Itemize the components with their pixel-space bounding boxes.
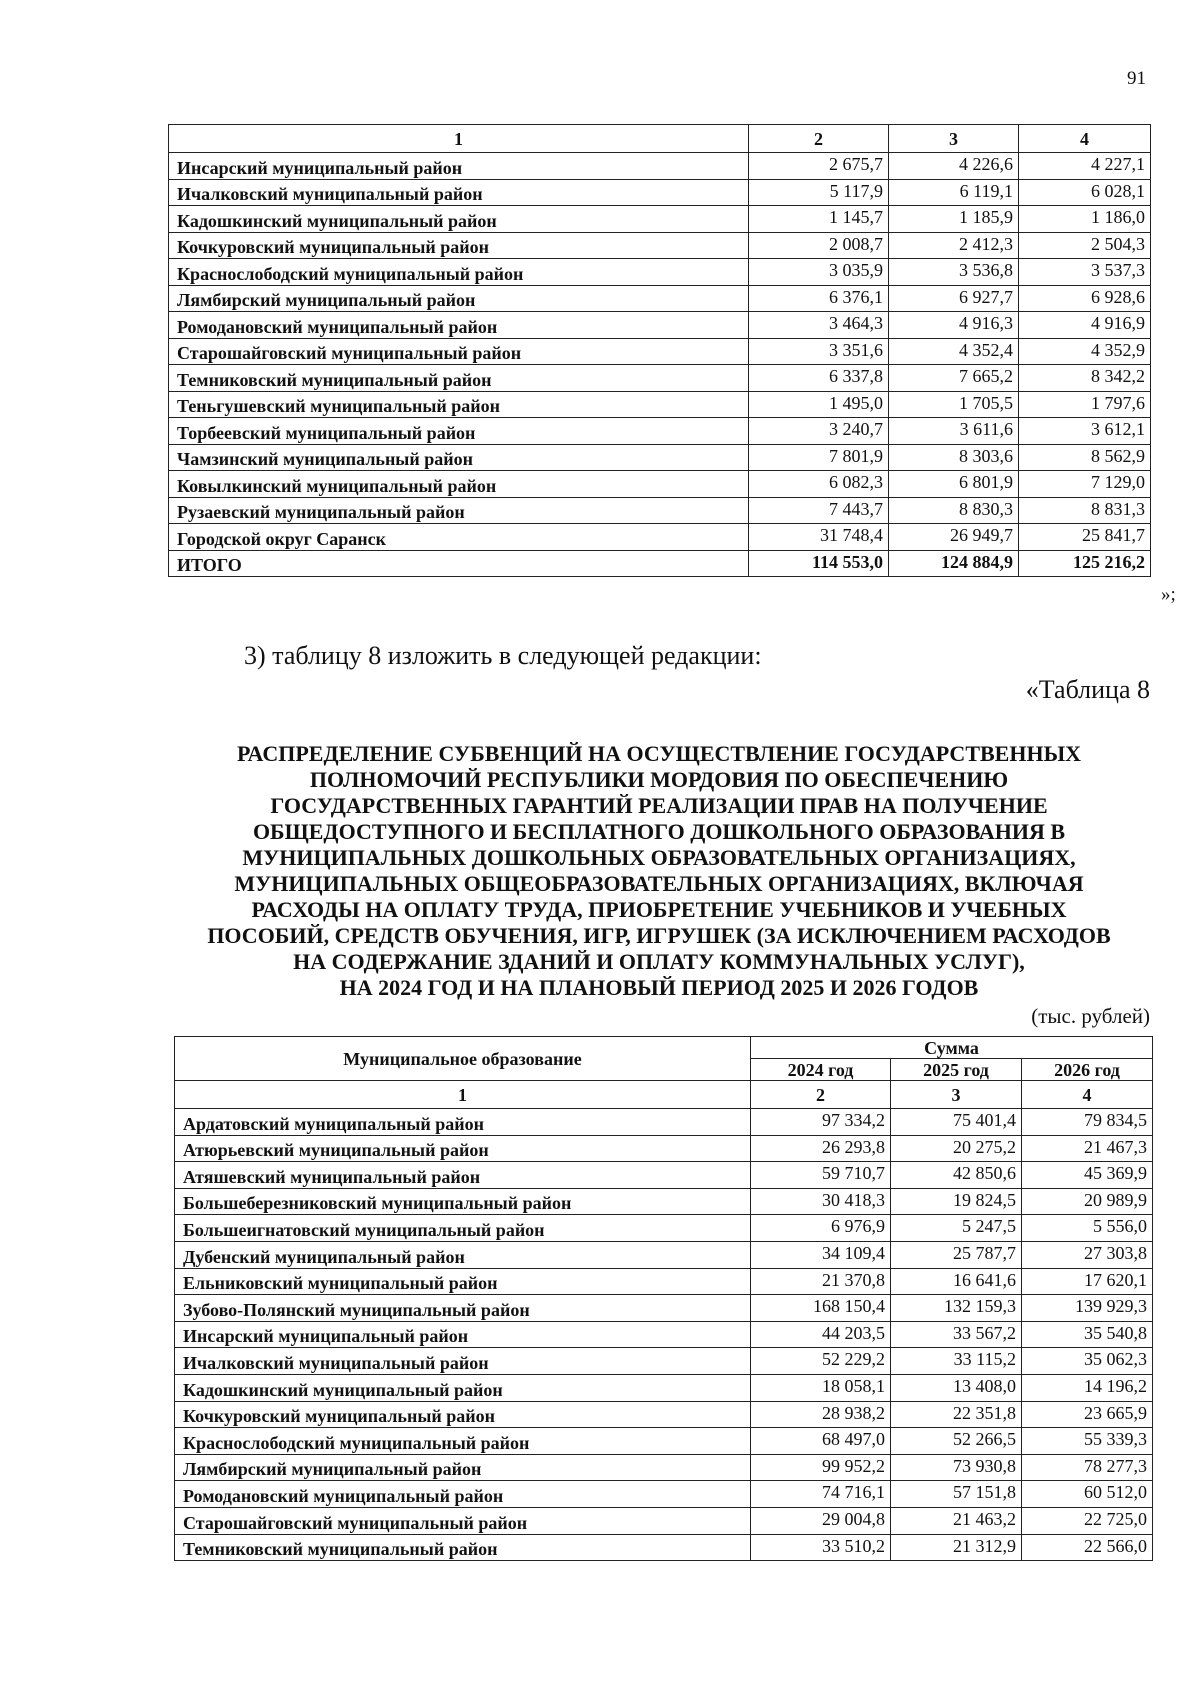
municipality-name-cell: Краснослободский муниципальный район [169, 259, 749, 286]
table-row [175, 1241, 1153, 1268]
table-row [175, 1374, 1153, 1401]
value-2025-cell: 16 641,6 [891, 1268, 1022, 1295]
municipality-name-cell: Кадошкинский муниципальный район [175, 1374, 751, 1401]
unit-label: (тыс. рублей) [1031, 1004, 1150, 1028]
value-2025-cell: 57 151,8 [891, 1481, 1022, 1508]
value-2025-cell: 5 247,5 [891, 1215, 1022, 1242]
value-2024-cell: 34 109,4 [751, 1241, 891, 1268]
value-2025-cell: 75 401,4 [891, 1109, 1022, 1136]
municipality-name-cell: Атяшевский муниципальный район [175, 1162, 751, 1189]
table-row [175, 1507, 1153, 1534]
municipality-name-cell: Лямбирский муниципальный район [175, 1454, 751, 1481]
value-2024-cell: 97 334,2 [751, 1109, 891, 1136]
value-2026-cell: 2 504,3 [1019, 232, 1151, 259]
column-number-1: 1 [169, 125, 749, 153]
value-2024-cell: 31 748,4 [749, 524, 889, 551]
column-number-2: 2 [749, 125, 889, 153]
value-2024-cell: 26 293,8 [751, 1135, 891, 1162]
value-2026-cell: 22 725,0 [1022, 1507, 1153, 1534]
value-2026-cell: 4 916,9 [1019, 312, 1151, 339]
title-line: ПОЛНОМОЧИЙ РЕСПУБЛИКИ МОРДОВИЯ ПО ОБЕСПЕЧЕНИЮ [309, 767, 1009, 792]
municipality-name-cell: Дубенский муниципальный район [175, 1241, 751, 1268]
value-2026-cell: 79 834,5 [1022, 1109, 1153, 1136]
table-row [169, 179, 1151, 206]
value-2026-cell: 4 352,9 [1019, 338, 1151, 365]
value-2026-cell: 27 303,8 [1022, 1241, 1153, 1268]
value-2025-cell: 33 567,2 [891, 1321, 1022, 1348]
instruction-text: 3) таблицу 8 изложить в следующей редакции: [244, 641, 762, 670]
table-row [169, 365, 1151, 392]
total-row [169, 550, 1151, 577]
value-2025-cell: 3 611,6 [889, 418, 1019, 445]
value-2026-cell: 22 566,0 [1022, 1534, 1153, 1561]
value-2025-cell: 52 266,5 [891, 1428, 1022, 1455]
municipality-name-cell: Ичалковский муниципальный район [175, 1348, 751, 1375]
value-2024-cell: 99 952,2 [751, 1454, 891, 1481]
title-line: ГОСУДАРСТВЕННЫХ ГАРАНТИЙ РЕАЛИЗАЦИИ ПРАВ НА ПОЛУЧЕНИЕ [270, 793, 1048, 818]
value-2024-cell: 168 150,4 [751, 1295, 891, 1322]
table-row [169, 471, 1151, 498]
table-row [169, 391, 1151, 418]
municipality-name-cell: Ромодановский муниципальный район [169, 312, 749, 339]
table-row [175, 1428, 1153, 1455]
column-number-1: 1 [175, 1081, 751, 1109]
municipality-name-cell: Чамзинский муниципальный район [169, 444, 749, 471]
value-2025-cell: 13 408,0 [891, 1374, 1022, 1401]
municipality-name-cell: Кадошкинский муниципальный район [169, 206, 749, 233]
value-2026-cell: 25 841,7 [1019, 524, 1151, 551]
table-row [175, 1215, 1153, 1242]
value-2025-cell: 4 226,6 [889, 153, 1019, 180]
municipality-name-cell: Старошайговский муниципальный район [175, 1507, 751, 1534]
value-2026-cell: 3 612,1 [1019, 418, 1151, 445]
municipality-name-cell: ИТОГО [169, 550, 749, 577]
value-2024-cell: 114 553,0 [749, 550, 889, 577]
value-2024-cell: 74 716,1 [751, 1481, 891, 1508]
table-row [169, 312, 1151, 339]
value-2024-cell: 30 418,3 [751, 1188, 891, 1215]
value-2024-cell: 7 801,9 [749, 444, 889, 471]
year-header-2026: 2026 год [1022, 1059, 1153, 1081]
value-2025-cell: 42 850,6 [891, 1162, 1022, 1189]
municipality-name-cell: Большеигнатовский муниципальный район [175, 1215, 751, 1242]
value-2025-cell: 20 275,2 [891, 1135, 1022, 1162]
value-2025-cell: 6 119,1 [889, 179, 1019, 206]
municipality-name-cell: Атюрьевский муниципальный район [175, 1135, 751, 1162]
value-2024-cell: 1 145,7 [749, 206, 889, 233]
table-row [169, 524, 1151, 551]
table-row [169, 497, 1151, 524]
value-2026-cell: 78 277,3 [1022, 1454, 1153, 1481]
municipality-name-cell: Темниковский муниципальный район [169, 365, 749, 392]
value-2024-cell: 18 058,1 [751, 1374, 891, 1401]
table-row [169, 285, 1151, 312]
table-top [168, 124, 1151, 577]
value-2024-cell: 21 370,8 [751, 1268, 891, 1295]
value-2026-cell: 14 196,2 [1022, 1374, 1153, 1401]
value-2024-cell: 6 082,3 [749, 471, 889, 498]
value-2024-cell: 6 376,1 [749, 285, 889, 312]
value-2026-cell: 35 062,3 [1022, 1348, 1153, 1375]
document-title [168, 741, 1150, 1001]
value-2025-cell: 132 159,3 [891, 1295, 1022, 1322]
value-2026-cell: 5 556,0 [1022, 1215, 1153, 1242]
table-row [175, 1268, 1153, 1295]
table-row [175, 1321, 1153, 1348]
municipality-name-cell: Теньгушевский муниципальный район [169, 391, 749, 418]
value-2025-cell: 22 351,8 [891, 1401, 1022, 1428]
column-sum-header: Сумма [751, 1037, 1153, 1059]
value-2024-cell: 28 938,2 [751, 1401, 891, 1428]
value-2026-cell: 17 620,1 [1022, 1268, 1153, 1295]
value-2026-cell: 23 665,9 [1022, 1401, 1153, 1428]
municipality-name-cell: Ичалковский муниципальный район [169, 179, 749, 206]
value-2024-cell: 1 495,0 [749, 391, 889, 418]
value-2026-cell: 7 129,0 [1019, 471, 1151, 498]
municipality-name-cell: Ромодановский муниципальный район [175, 1481, 751, 1508]
title-line: ПОСОБИЙ, СРЕДСТВ ОБУЧЕНИЯ, ИГР, ИГРУШЕК (ЗА ИСКЛЮЧЕНИЕМ РАСХОДОВ [207, 923, 1111, 948]
value-2025-cell: 6 801,9 [889, 471, 1019, 498]
value-2024-cell: 3 035,9 [749, 259, 889, 286]
title-line: ОБЩЕДОСТУПНОГО И БЕСПЛАТНОГО ДОШКОЛЬНОГО ОБРАЗОВАНИЯ В [252, 819, 1066, 844]
municipality-name-cell: Торбеевский муниципальный район [169, 418, 749, 445]
table-row [169, 259, 1151, 286]
value-2026-cell: 21 467,3 [1022, 1135, 1153, 1162]
table-row [175, 1481, 1153, 1508]
table-main-numbering-row [175, 1081, 1153, 1109]
municipality-name-cell: Старошайговский муниципальный район [169, 338, 749, 365]
value-2025-cell: 2 412,3 [889, 232, 1019, 259]
value-2024-cell: 2 675,7 [749, 153, 889, 180]
municipality-name-cell: Лямбирский муниципальный район [169, 285, 749, 312]
column-municipality-header: Муниципальное образование [175, 1037, 751, 1081]
value-2026-cell: 20 989,9 [1022, 1188, 1153, 1215]
value-2025-cell: 1 185,9 [889, 206, 1019, 233]
value-2026-cell: 125 216,2 [1019, 550, 1151, 577]
municipality-name-cell: Темниковский муниципальный район [175, 1534, 751, 1561]
table-row [175, 1188, 1153, 1215]
value-2026-cell: 45 369,9 [1022, 1162, 1153, 1189]
value-2024-cell: 6 976,9 [751, 1215, 891, 1242]
value-2025-cell: 8 830,3 [889, 497, 1019, 524]
title-line: НА СОДЕРЖАНИЕ ЗДАНИЙ И ОПЛАТУ КОММУНАЛЬНЫХ УСЛУГ), [293, 949, 1025, 974]
municipality-name-cell: Краснослободский муниципальный район [175, 1428, 751, 1455]
value-2025-cell: 19 824,5 [891, 1188, 1022, 1215]
value-2024-cell: 3 351,6 [749, 338, 889, 365]
value-2025-cell: 4 352,4 [889, 338, 1019, 365]
table-row [175, 1135, 1153, 1162]
value-2026-cell: 1 797,6 [1019, 391, 1151, 418]
value-2026-cell: 6 928,6 [1019, 285, 1151, 312]
closing-quote-mark: »; [1161, 584, 1176, 605]
value-2025-cell: 4 916,3 [889, 312, 1019, 339]
table-main [174, 1036, 1153, 1561]
municipality-name-cell: Ельниковский муниципальный район [175, 1268, 751, 1295]
municipality-name-cell: Городской округ Саранск [169, 524, 749, 551]
value-2025-cell: 21 312,9 [891, 1534, 1022, 1561]
table-row [175, 1454, 1153, 1481]
value-2026-cell: 8 562,9 [1019, 444, 1151, 471]
municipality-name-cell: Зубово-Полянский муниципальный район [175, 1295, 751, 1322]
table-row [169, 418, 1151, 445]
year-header-2025: 2025 год [891, 1059, 1022, 1081]
column-number-4: 4 [1019, 125, 1151, 153]
value-2024-cell: 2 008,7 [749, 232, 889, 259]
table-row [175, 1109, 1153, 1136]
value-2026-cell: 35 540,8 [1022, 1321, 1153, 1348]
value-2025-cell: 21 463,2 [891, 1507, 1022, 1534]
value-2024-cell: 44 203,5 [751, 1321, 891, 1348]
value-2026-cell: 6 028,1 [1019, 179, 1151, 206]
value-2026-cell: 8 342,2 [1019, 365, 1151, 392]
municipality-name-cell: Кочкуровский муниципальный район [175, 1401, 751, 1428]
value-2025-cell: 25 787,7 [891, 1241, 1022, 1268]
table-row [175, 1348, 1153, 1375]
title-line: МУНИЦИПАЛЬНЫХ ОБЩЕОБРАЗОВАТЕЛЬНЫХ ОРГАНИЗАЦИЯХ, ВКЛЮЧАЯ [234, 871, 1084, 896]
value-2025-cell: 1 705,5 [889, 391, 1019, 418]
value-2024-cell: 68 497,0 [751, 1428, 891, 1455]
value-2025-cell: 7 665,2 [889, 365, 1019, 392]
title-line: НА 2024 ГОД И НА ПЛАНОВЫЙ ПЕРИОД 2025 И 2026 ГОДОВ [339, 975, 979, 1000]
value-2025-cell: 6 927,7 [889, 285, 1019, 312]
value-2026-cell: 55 339,3 [1022, 1428, 1153, 1455]
page-number: 91 [1127, 68, 1146, 89]
value-2025-cell: 124 884,9 [889, 550, 1019, 577]
municipality-name-cell: Рузаевский муниципальный район [169, 497, 749, 524]
value-2024-cell: 33 510,2 [751, 1534, 891, 1561]
municipality-name-cell: Ковылкинский муниципальный район [169, 471, 749, 498]
column-number-3: 3 [891, 1081, 1022, 1109]
municipality-name-cell: Кочкуровский муниципальный район [169, 232, 749, 259]
table-row [175, 1162, 1153, 1189]
column-number-2: 2 [751, 1081, 891, 1109]
value-2024-cell: 3 464,3 [749, 312, 889, 339]
value-2024-cell: 5 117,9 [749, 179, 889, 206]
column-number-4: 4 [1022, 1081, 1153, 1109]
value-2024-cell: 3 240,7 [749, 418, 889, 445]
table-row [175, 1401, 1153, 1428]
municipality-name-cell: Ардатовский муниципальный район [175, 1109, 751, 1136]
value-2026-cell: 60 512,0 [1022, 1481, 1153, 1508]
title-line: МУНИЦИПАЛЬНЫХ ДОШКОЛЬНЫХ ОБРАЗОВАТЕЛЬНЫХ ОРГАНИЗАЦИЯХ, [242, 845, 1076, 870]
value-2024-cell: 59 710,7 [751, 1162, 891, 1189]
title-line: РАСХОДЫ НА ОПЛАТУ ТРУДА, ПРИОБРЕТЕНИЕ УЧЕБНИКОВ И УЧЕБНЫХ [251, 897, 1067, 922]
value-2026-cell: 3 537,3 [1019, 259, 1151, 286]
value-2024-cell: 52 229,2 [751, 1348, 891, 1375]
title-line: РАСПРЕДЕЛЕНИЕ СУБВЕНЦИЙ НА ОСУЩЕСТВЛЕНИЕ ГОСУДАРСТВЕННЫХ [236, 741, 1082, 766]
value-2024-cell: 6 337,8 [749, 365, 889, 392]
table-caption: «Таблица 8 [1025, 675, 1150, 704]
table-row [169, 232, 1151, 259]
value-2025-cell: 73 930,8 [891, 1454, 1022, 1481]
municipality-name-cell: Инсарский муниципальный район [175, 1321, 751, 1348]
municipality-name-cell: Инсарский муниципальный район [169, 153, 749, 180]
value-2024-cell: 7 443,7 [749, 497, 889, 524]
table-row [169, 153, 1151, 180]
value-2026-cell: 4 227,1 [1019, 153, 1151, 180]
table-row [175, 1295, 1153, 1322]
value-2025-cell: 3 536,8 [889, 259, 1019, 286]
value-2025-cell: 8 303,6 [889, 444, 1019, 471]
value-2026-cell: 139 929,3 [1022, 1295, 1153, 1322]
table-top-header-row [169, 125, 1151, 153]
column-number-3: 3 [889, 125, 1019, 153]
value-2024-cell: 29 004,8 [751, 1507, 891, 1534]
table-row [169, 206, 1151, 233]
table-row [175, 1534, 1153, 1561]
value-2026-cell: 1 186,0 [1019, 206, 1151, 233]
year-header-2024: 2024 год [751, 1059, 891, 1081]
value-2025-cell: 26 949,7 [889, 524, 1019, 551]
value-2025-cell: 33 115,2 [891, 1348, 1022, 1375]
value-2026-cell: 8 831,3 [1019, 497, 1151, 524]
table-main-header-row [175, 1037, 1153, 1059]
table-row [169, 338, 1151, 365]
table-row [169, 444, 1151, 471]
municipality-name-cell: Большеберезниковский муниципальный район [175, 1188, 751, 1215]
